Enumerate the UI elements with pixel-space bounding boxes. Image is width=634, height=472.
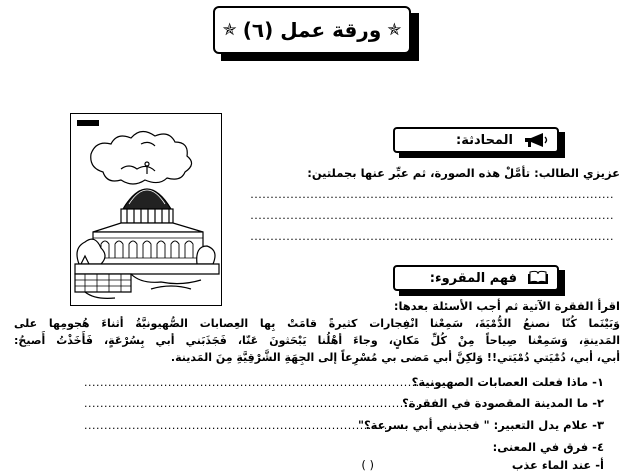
megaphone-icon xyxy=(523,132,549,148)
title-text: ورقة عمل (٦) xyxy=(242,18,382,42)
question-4: ٤- فرق في المعنى: xyxy=(492,440,604,454)
star-icon: ✯ xyxy=(387,20,402,40)
question-3-answer: ................................................................................. xyxy=(84,419,408,432)
dome-of-the-rock-image xyxy=(70,113,222,306)
passage-line: أبي، أبي، دُمْيَتي دُمْيَتي!! وَلكِنَّ أبي مَضى بي مُسْرِعاً إلى الجِهَةِ الشَّرْقِيَّةِ مِنَ المَدينة. xyxy=(170,351,620,364)
reading-heading xyxy=(393,265,559,291)
reading-instruction: اقرأ الفقرة الآتية ثم أجب الأسئلة بعدها: xyxy=(393,299,620,313)
answer-line: ........................................................................................... xyxy=(250,209,614,222)
answer-line: ........................................................................................... xyxy=(250,230,614,243)
question-3: ٣- علام يدل التعبير: " فجذبني أبي بسرعة؟" xyxy=(357,418,604,432)
star-icon: ✯ xyxy=(222,20,237,40)
dome-drawing xyxy=(71,114,222,306)
question-2: ٢- ما المدينة المقصودة في الفقرة؟ xyxy=(402,396,604,410)
page-title xyxy=(213,6,411,54)
question-4a-paren: ( ) xyxy=(361,458,374,472)
book-icon xyxy=(527,270,549,286)
question-2-answer: ........................................................................................ xyxy=(84,397,436,410)
answer-line: ........................................................................................... xyxy=(250,188,614,201)
conversation-heading xyxy=(393,127,559,153)
passage-line: المَدينةِ، وَسَمِعْنا صِياحاً مِنْ كُلِّ مَكانٍ، وجاءَ أهْلُنا يَبْحَثونَ عَنّا، فَجَذَبَني أبي بِسُرْعَةٍ، فَأَخَذْتُ أَصيحُ: xyxy=(14,334,620,347)
reading-heading-label: فهم المقروء: xyxy=(429,270,517,286)
question-1-answer: ........................................................................................ xyxy=(84,376,436,389)
question-4a: أ- عند الماء عذب xyxy=(511,458,604,472)
conversation-heading-label: المحادثة: xyxy=(456,132,513,148)
passage-line: وَبَيْنَما كُنّا نصنعُ الدُّمْيَةَ، سَمِعْنا انْفِجارات كثيرةً قامَتْ بِها العِصابات الصُّهيونيَّةُ أثناءَ هُجومِها على xyxy=(14,317,620,330)
conversation-instruction: عزيزي الطالب: تأمَّلْ هذه الصورة، ثم عبِّر عنها بجملتين: xyxy=(307,166,620,180)
question-1: ١- ماذا فعلت العصابات الصهيونية؟ xyxy=(411,375,604,389)
